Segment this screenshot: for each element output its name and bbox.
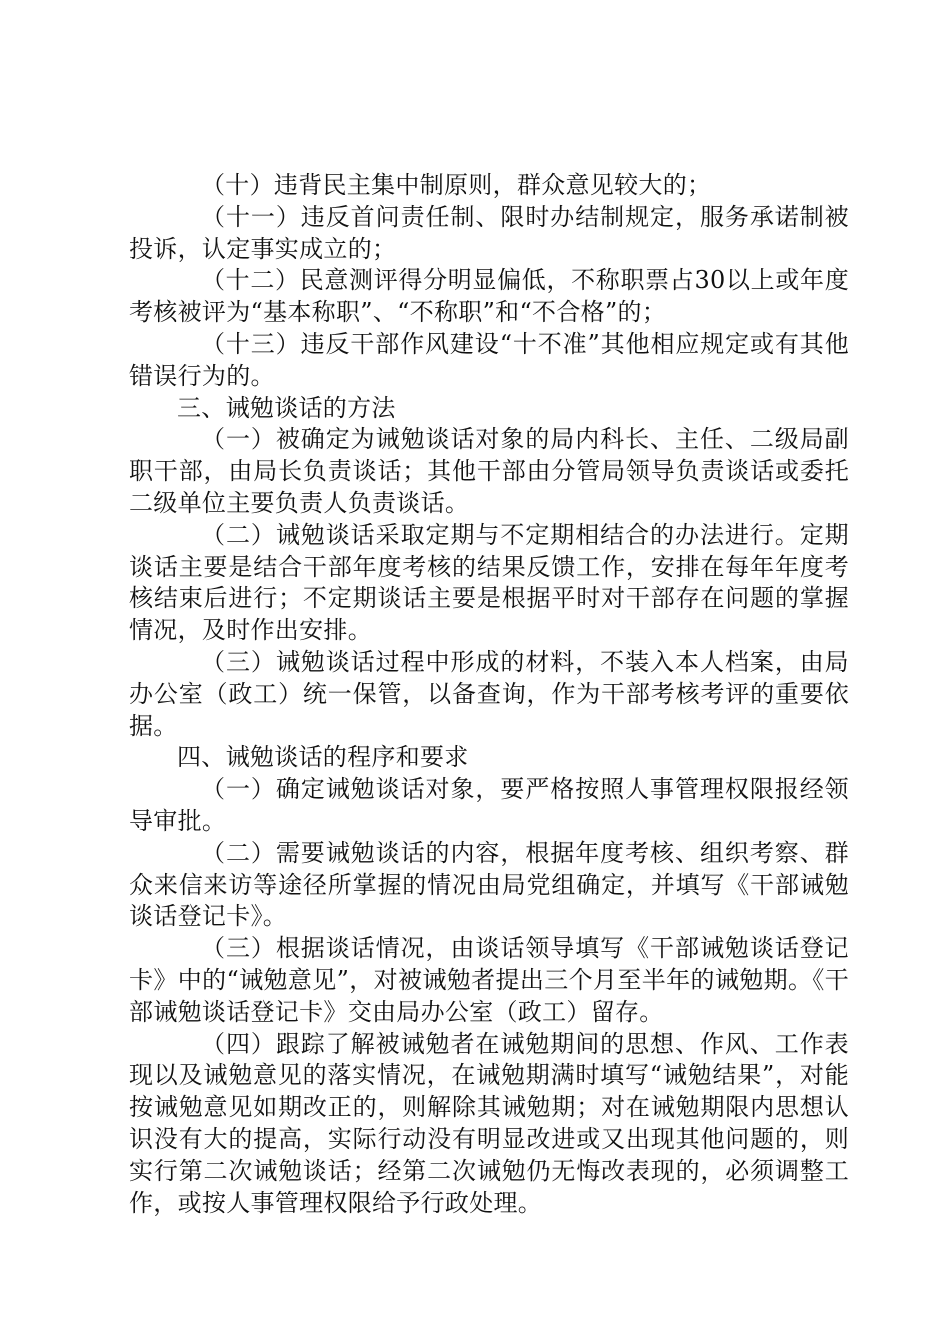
procedure-3: （三）根据谈话情况，由谈话领导填写《干部诫勉谈话登记卡》中的“诫勉意见”，对被诫勉者提出三个月至半年的诫勉期。《干部诫勉谈话登记卡》交由局办公室（政工）留存。 <box>129 934 849 1026</box>
method-3: （三）诫勉谈话过程中形成的材料，不装入本人档案，由局办公室（政工）统一保管，以备查询，作为干部考核考评的重要依据。 <box>129 647 849 740</box>
procedure-4: （四）跟踪了解被诫勉者在诫勉期间的思想、作风、工作表现以及诫勉意见的落实情况，在诫勉期满时填写“诫勉结果”，对能按诫勉意见如期改正的，则解除其诫勉期；对在诫勉期限内思想认识没有大的提高，实际行动没有明显改进或又出现其他问题的，则实行第二次诫勉谈话；经第二次诫勉仍无悔改表现的，必须调整工作，或按人事管理权限给予行政处理。 <box>129 1029 849 1217</box>
section-heading-procedure: 四、诫勉谈话的程序和要求 <box>177 743 469 772</box>
method-2: （二）诫勉谈话采取定期与不定期相结合的办法进行。定期谈话主要是结合干部年度考核的结果反馈工作，安排在每年年度考核结束后进行；不定期谈话主要是根据平时对干部存在问题的掌握情况，及时作出安排。 <box>129 520 849 645</box>
clause-11: （十一）违反首问责任制、限时办结制规定，服务承诺制被投诉，认定事实成立的； <box>129 202 849 263</box>
clause-12: （十二）民意测评得分明显偏低，不称职票占30以上或年度考核被评为“基本称职”、“不称职”和“不合格”的； <box>129 266 849 327</box>
clause-10: （十）违背民主集中制原则，群众意见较大的； <box>201 171 712 199</box>
section-heading-methods: 三、诫勉谈话的方法 <box>177 393 396 422</box>
method-1: （一）被确定为诫勉谈话对象的局内科长、主任、二级局副职干部，由局长负责谈话；其他干部由分管局领导负责谈话或委托二级单位主要负责人负责谈话。 <box>129 425 849 517</box>
document-body <box>129 170 849 1219</box>
procedure-1: （一）确定诫勉谈话对象，要严格按照人事管理权限报经领导审批。 <box>129 775 849 835</box>
procedure-2: （二）需要诫勉谈话的内容，根据年度考核、组织考察、群众来信来访等途径所掌握的情况由局党组确定，并填写《干部诫勉谈话登记卡》。 <box>129 838 849 931</box>
clause-13: （十三）违反干部作风建设“十不准”其他相应规定或有其他错误行为的。 <box>129 329 849 390</box>
